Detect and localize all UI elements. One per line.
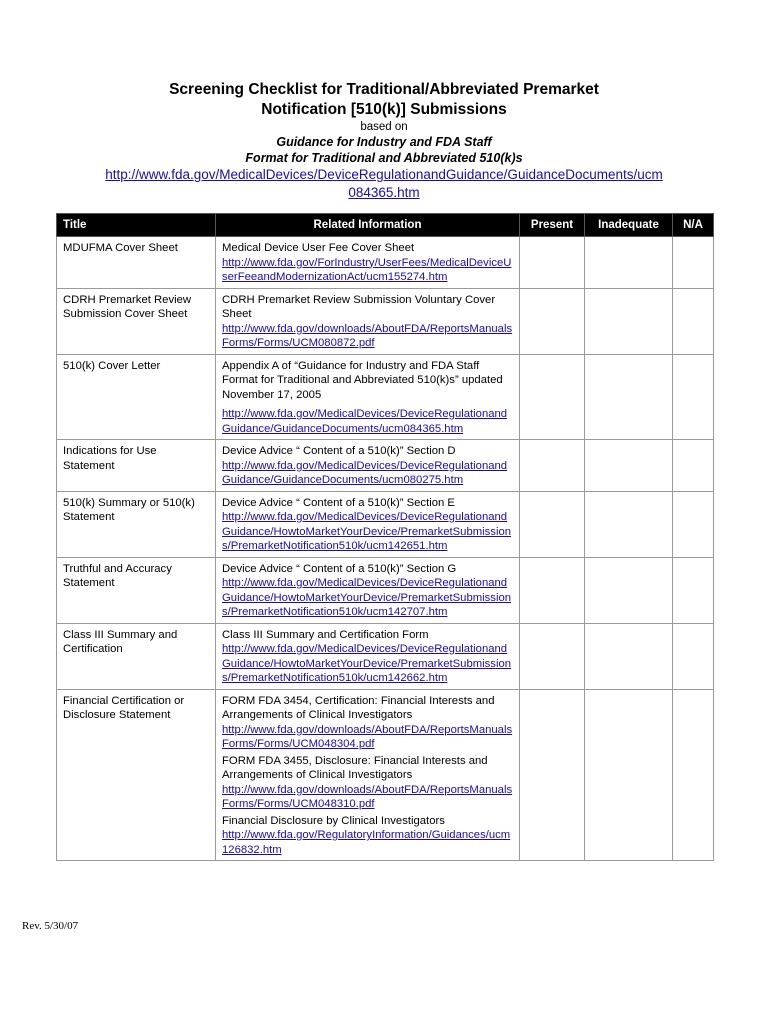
table-row (57, 354, 714, 440)
related-info-text: Medical Device User Fee Cover Sheet (222, 242, 415, 254)
inadequate-checkbox-cell[interactable] (585, 237, 673, 289)
na-checkbox-cell[interactable] (673, 440, 714, 492)
row-related-info-cell (216, 689, 520, 861)
screening-checklist-table (56, 213, 714, 861)
guidance-url-link[interactable]: http://www.fda.gov/MedicalDevices/DeviceRegulationandGuidance/GuidanceDocuments/ucm084365.htm (105, 167, 663, 200)
related-info-link[interactable]: http://www.fda.gov/MedicalDevices/DeviceRegulationandGuidance/HowtoMarketYourDevice/PremarketSubmissions/PremarketNotification510k/ucm142651.htm (222, 511, 512, 552)
inadequate-checkbox-cell[interactable] (585, 491, 673, 557)
row-related-info-cell (216, 557, 520, 623)
row-title-cell: Class III Summary and Certification (57, 623, 216, 689)
row-title-cell: 510(k) Summary or 510(k) Statement (57, 491, 216, 557)
na-checkbox-cell[interactable] (673, 288, 714, 354)
present-checkbox-cell[interactable] (520, 491, 585, 557)
related-info-link[interactable]: http://www.fda.gov/downloads/AboutFDA/ReportsManualsForms/Forms/UCM048310.pdf (222, 783, 513, 810)
title-line-2: Notification [510(k)] Submissions (261, 101, 507, 118)
row-related-info-cell (216, 440, 520, 492)
related-info-link[interactable]: http://www.fda.gov/MedicalDevices/DeviceRegulationandGuidance/GuidanceDocuments/ucm084365.htm (222, 408, 508, 435)
header-inadequate: Inadequate (585, 214, 673, 237)
related-info-link[interactable]: http://www.fda.gov/downloads/AboutFDA/ReportsManualsForms/Forms/UCM048304.pdf (222, 723, 513, 750)
inadequate-checkbox-cell[interactable] (585, 557, 673, 623)
document-header (0, 80, 768, 202)
present-checkbox-cell[interactable] (520, 440, 585, 492)
related-info-link[interactable]: http://www.fda.gov/downloads/AboutFDA/ReportsManualsForms/Forms/UCM080872.pdf (222, 322, 513, 349)
guidance-title-line-2: Format for Traditional and Abbreviated 510(k)s (245, 151, 523, 165)
row-related-info-cell (216, 623, 520, 689)
present-checkbox-cell[interactable] (520, 623, 585, 689)
table-header-row (57, 214, 714, 237)
row-title-cell: CDRH Premarket Review Submission Cover Sheet (57, 288, 216, 354)
row-title-cell: 510(k) Cover Letter (57, 354, 216, 440)
table-row (57, 623, 714, 689)
present-checkbox-cell[interactable] (520, 237, 585, 289)
present-checkbox-cell[interactable] (520, 288, 585, 354)
header-present: Present (520, 214, 585, 237)
related-info-text: Financial Disclosure by Clinical Investigators (222, 814, 445, 827)
header-title: Title (57, 214, 216, 237)
row-title-cell: Financial Certification or Disclosure Statement (57, 689, 216, 861)
row-related-info-cell (216, 288, 520, 354)
na-checkbox-cell[interactable] (673, 491, 714, 557)
inadequate-checkbox-cell[interactable] (585, 440, 673, 492)
table-body (57, 237, 714, 861)
header-na: N/A (673, 214, 714, 237)
na-checkbox-cell[interactable] (673, 689, 714, 861)
row-title-cell: Indications for Use Statement (57, 440, 216, 492)
row-related-info-cell (216, 354, 520, 440)
inadequate-checkbox-cell[interactable] (585, 354, 673, 440)
related-info-link[interactable]: http://www.fda.gov/RegulatoryInformation/Guidances/ucm126832.htm (222, 829, 511, 856)
related-info-link[interactable]: http://www.fda.gov/MedicalDevices/DeviceRegulationandGuidance/GuidanceDocuments/ucm080275.htm (222, 459, 508, 486)
table-row (57, 288, 714, 354)
inadequate-checkbox-cell[interactable] (585, 689, 673, 861)
present-checkbox-cell[interactable] (520, 689, 585, 861)
based-on-label: based on (360, 121, 408, 133)
row-related-info-cell (216, 237, 520, 289)
table-row (57, 491, 714, 557)
document-title (124, 80, 644, 120)
inadequate-checkbox-cell[interactable] (585, 623, 673, 689)
na-checkbox-cell[interactable] (673, 557, 714, 623)
title-line-1: Screening Checklist for Traditional/Abbreviated Premarket (169, 81, 599, 98)
row-title-cell: Truthful and Accuracy Statement (57, 557, 216, 623)
table-row (57, 440, 714, 492)
related-info-text: Class III Summary and Certification Form (222, 628, 429, 641)
revision-footer: Rev. 5/30/07 (22, 920, 79, 932)
related-info-text: Device Advice “ Content of a 510(k)” Section D (222, 445, 456, 457)
table-row (57, 689, 714, 861)
header-related-information: Related Information (216, 214, 520, 237)
na-checkbox-cell[interactable] (673, 354, 714, 440)
present-checkbox-cell[interactable] (520, 557, 585, 623)
related-info-text: FORM FDA 3454, Certification: Financial Interests and Arrangements of Clinical Investigators (222, 694, 495, 721)
table-row (57, 557, 714, 623)
related-info-link[interactable]: http://www.fda.gov/ForIndustry/UserFees/MedicalDeviceUserFeeandModernizationAct/ucm155274.htm (222, 256, 512, 283)
na-checkbox-cell[interactable] (673, 623, 714, 689)
table-row (57, 237, 714, 289)
inadequate-checkbox-cell[interactable] (585, 288, 673, 354)
related-info-text: FORM FDA 3455, Disclosure: Financial Interests and Arrangements of Clinical Investigators (222, 754, 488, 781)
na-checkbox-cell[interactable] (673, 237, 714, 289)
row-related-info-cell (216, 491, 520, 557)
related-info-link[interactable]: http://www.fda.gov/MedicalDevices/DeviceRegulationandGuidance/HowtoMarketYourDevice/PremarketSubmissions/PremarketNotification510k/ucm142707.htm (222, 577, 512, 618)
related-info-text: Device Advice “ Content of a 510(k)” Section G (222, 562, 457, 575)
related-info-text: Device Advice “ Content of a 510(k)” Section E (222, 496, 455, 509)
related-info-link[interactable]: http://www.fda.gov/MedicalDevices/DeviceRegulationandGuidance/HowtoMarketYourDevice/PremarketSubmissions/PremarketNotification510k/ucm142662.htm (222, 643, 512, 684)
related-info-text: CDRH Premarket Review Submission Voluntary Cover Sheet (222, 293, 496, 320)
guidance-title-line-1: Guidance for Industry and FDA Staff (276, 135, 492, 149)
row-title-cell: MDUFMA Cover Sheet (57, 237, 216, 289)
guidance-url-wrap (104, 166, 664, 202)
related-info-text: Appendix A of “Guidance for Industry and FDA Staff Format for Traditional and Abbreviated 510(k)s” updated November 17, 2005 (222, 359, 503, 401)
present-checkbox-cell[interactable] (520, 354, 585, 440)
